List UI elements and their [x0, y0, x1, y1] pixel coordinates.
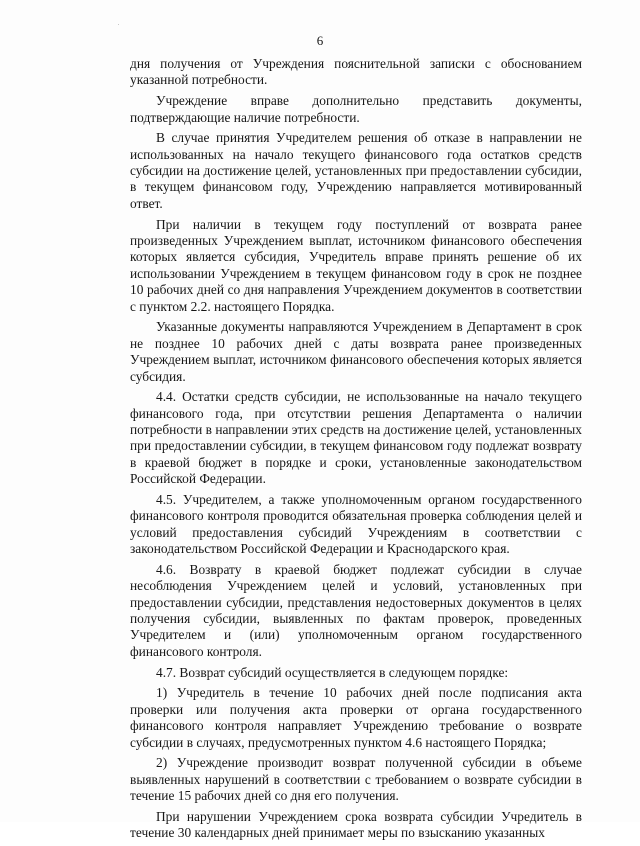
paragraph-4-5: 4.5. Учредителем, а также уполномоченным органом государственного финансового контроля проводится обязательная проверка соблюдения целей и условий предоставления субсидий Учреждениям в соответствии с законодательством Российской Федерации и Краснодарского края. [130, 491, 582, 557]
paragraph-4-7-item-1: 1) Учредитель в течение 10 рабочих дней после подписания акта проверки или получения акта проверки от органа государственного финансового контроля направляет Учреждению требование о возврате субсидии в случаях, предусмотренных пунктом 4.6 настоящего Порядка; [130, 685, 582, 750]
paragraph-4-4: 4.4. Остатки средств субсидии, не использованные на начало текущего финансового года, при отсутствии решения Департамента о наличии потребности в направлении этих средств на достижение целей, установленных при предоставлении субсидии, в текущем финансовом году подлежат возврату в краевой бюджет в порядке и сроки, установленные законодательством Российской Федерации. [130, 389, 582, 487]
paragraph-4-7: 4.7. Возврат субсидий осуществляется в следующем порядке: [156, 664, 509, 680]
paragraph-4-7-item-2: 2) Учреждение производит возврат полученной субсидии в объеме выявленных нарушений в соответствии с требованием о возврате субсидии в течение 15 рабочих дней со дня его получения. [130, 755, 582, 804]
paragraph-documents-deadline: Указанные документы направляются Учреждением в Департамент в срок не позднее 10 рабочих дней с даты возврата ранее произведенных Учреждением выплат, источником финансового обеспечения которых является субсидия. [130, 319, 582, 384]
scan-speck [118, 24, 119, 25]
paragraph-continuation: дня получения от Учреждения пояснительной записки с обоснованием указанной потребности. [130, 56, 582, 88]
paragraph-refund-receipts: При наличии в текущем году поступлений от возврата ранее произведенных Учреждением выплат, источником финансового обеспечения которых является субсидия, Учредитель вправе принять решение об их использовании Учреждением в текущем финансовом году в срок не позднее 10 рабочих дней со дня направления Учреждением документов в соответствии с пунктом 2.2. настоящего Порядка. [130, 216, 582, 314]
paragraph-refusal-case: В случае принятия Учредителем решения об отказе в направлении не использованных на начало текущего финансового года остатков средств субсидии на достижение целей, установленных при предоставлении субсидии, в текущем финансовом году, Учреждению направляется мотивированный ответ. [130, 130, 582, 211]
paragraph-documents-right: Учреждение вправе дополнительно представить документы, подтверждающие наличие потребности. [130, 93, 582, 125]
page-number: 6 [316, 33, 324, 48]
paragraph-4-6: 4.6. Возврату в краевой бюджет подлежат субсидии в случае несоблюдения Учреждением целей и условий, установленных при предоставлении субсидии, представления недостоверных документов в целях получения субсидии, выявленных по фактам проверок, проведенных Учредителем и (или) уполномоченным органом государственного финансового контроля. [130, 561, 582, 659]
document-body [130, 56, 582, 846]
paragraph-violation-recovery: При нарушении Учреждением срока возврата субсидии Учредитель в течение 30 календарных дней принимает меры по взысканию указанных [130, 808, 582, 841]
